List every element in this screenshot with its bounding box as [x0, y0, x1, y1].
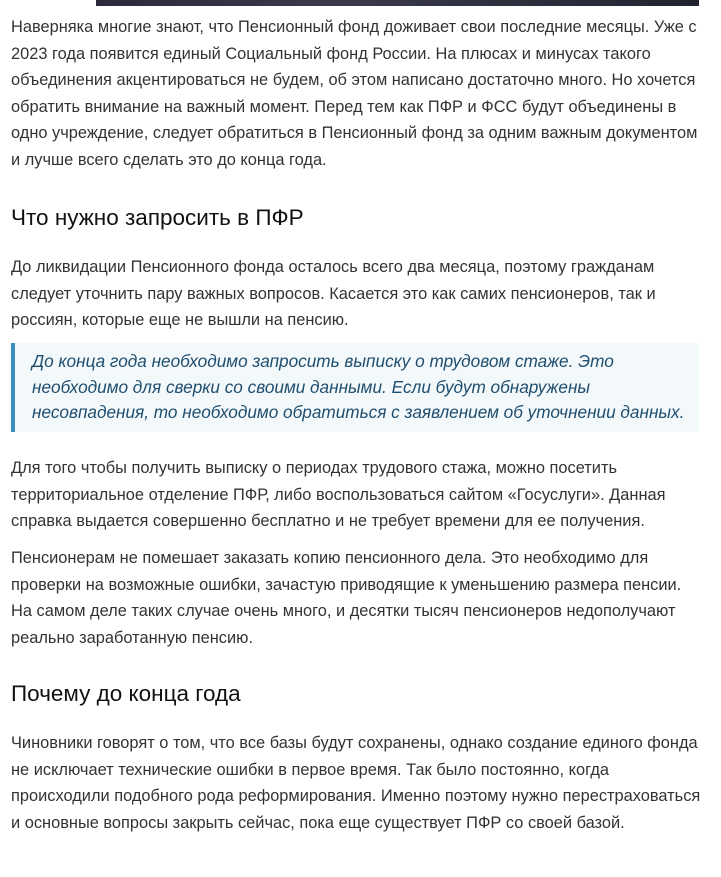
paragraph-liquidation: До ликвидации Пенсионного фонда осталось всего два месяца, поэтому гражданам следует уточнить пару важных вопросов. Касается это как самих пенсионеров, так и россиян, которые еще не вышли на пенсию.: [11, 258, 656, 329]
section-heading-what-to-request: Что нужно запросить в ПФР: [11, 205, 304, 230]
intro-paragraph: Наверняка многие знают, что Пенсионный фонд доживает свои последние месяцы. Уже с 2023 года появится единый Социальный фонд России. На плюсах и минусах такого объединения акцентироваться не будем, об этом написано достаточно много. Но хочется обратить внимание на важный момент. Перед тем как ПФР и ФСС будут объединены в одно учреждение, следует обратиться в Пенсионный фонд за одним важным документом и лучше всего сделать это до конца года.: [11, 18, 698, 169]
paragraph-pension-case-copy: Пенсионерам не помешает заказать копию пенсионного дела. Это необходимо для проверки на возможные ошибки, зачастую приводящие к уменьшению размера пенсии. На самом деле таких случае очень много, и десятки тысяч пенсионеров недополучают реально заработанную пенсию.: [11, 549, 682, 647]
paragraph-how-to-get-statement: Для того чтобы получить выписку о периодах трудового стажа, можно посетить территориальное отделение ПФР, либо воспользоваться сайтом «Госуслуги». Данная справка выдается совершенно бесплатно и не требует времени для ее получения.: [11, 459, 666, 530]
paragraph-officials-say: Чиновники говорят о том, что все базы будут сохранены, однако создание единого фонда не исключает технические ошибки в первое время. Так было постоянно, когда происходили подобного рода реформирования. Именно поэтому нужно перестраховаться и основные вопросы закрыть сейчас, пока еще существует ПФР со своей базой.: [11, 734, 701, 832]
section-heading-why-before-year-end: Почему до конца года: [11, 681, 241, 706]
blockquote: [11, 343, 699, 432]
article-image-bottom-edge: [96, 0, 699, 6]
blockquote-text: До конца года необходимо запросить выписку о трудовом стаже. Это необходимо для сверки со своими данными. Если будут обнаружены несовпадения, то необходимо обратиться с заявлением об уточнении данных.: [32, 351, 685, 422]
